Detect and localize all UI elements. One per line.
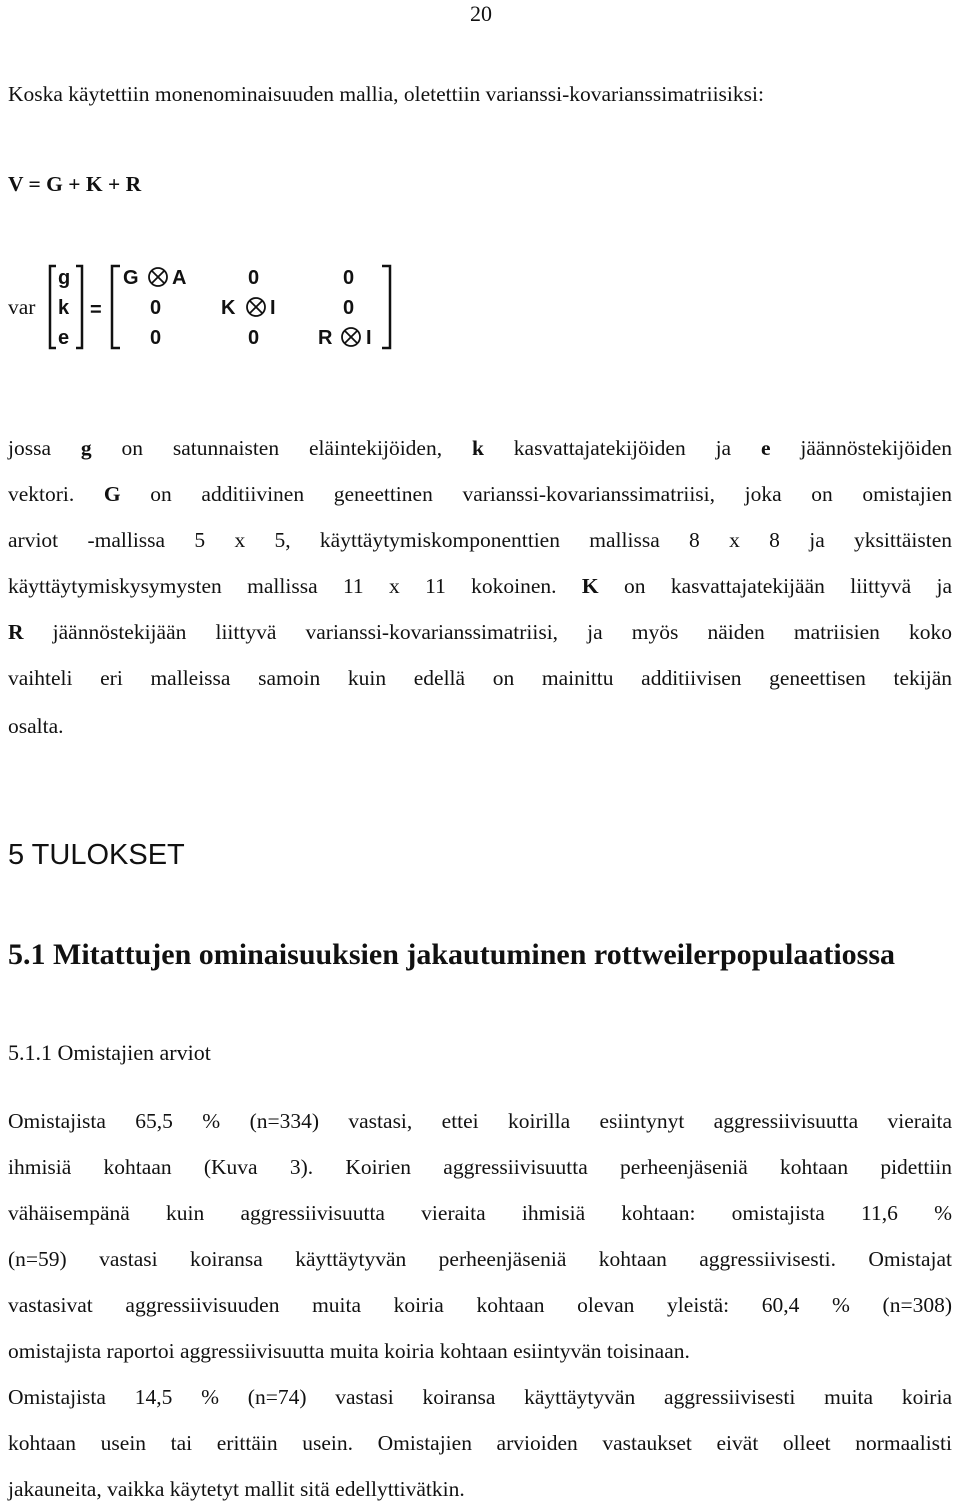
var-label: var	[8, 295, 36, 319]
para1-line3: arviot -mallissa 5 x 5, käyttäytymiskomponenttien mallissa 8 x 8 ja yksittäisten	[8, 528, 952, 552]
kronecker-icon-3	[342, 328, 360, 346]
cell-0: 0	[150, 297, 162, 319]
vector-g: g	[58, 267, 71, 289]
para2-line: kohtaan usein tai erittäin usein. Omistajien arvioiden vastaukset eivät olleet normaalisti	[8, 1431, 952, 1455]
para2-line: Omistajista 14,5 % (n=74) vastasi koiransa käyttäytyvän aggressiivisesti muita koiria	[8, 1385, 952, 1409]
intro-text: Koska käytettiin monenominaisuuden mallia, oletettiin varianssi-kovarianssimatriisiksi:	[8, 82, 764, 106]
section-heading: 5.1 Mitattujen ominaisuuksien jakautuminen rottweilerpopulaatiossa	[8, 938, 896, 971]
variance-equation: V = G + K + R	[8, 172, 142, 196]
para1-line6: vaihteli eri malleissa samoin kuin edellä on mainittu additiivisen geneettisen tekijän	[8, 666, 952, 690]
page-number: 20	[470, 1, 492, 26]
cell-A: A	[172, 267, 187, 289]
cell-0: 0	[248, 267, 260, 289]
vector-e: e	[58, 327, 70, 349]
subsection-heading: 5.1.1 Omistajien arviot	[8, 1040, 211, 1065]
variance-matrix	[8, 262, 408, 352]
chapter-heading: 5 TULOKSET	[8, 839, 185, 871]
para2-line: Omistajista 65,5 % (n=334) vastasi, ettei koirilla esiintynyt aggressiivisuutta vieraita	[8, 1109, 952, 1133]
para1-line2: vektori. G on additiivinen geneettinen varianssi-kovarianssimatriisi, joka on omistajien	[8, 482, 952, 506]
para2-line: jakauneita, vaikka käytetyt mallit sitä edellyttivätkin.	[8, 1477, 465, 1501]
cell-I: I	[270, 297, 276, 319]
cell-I: I	[366, 327, 372, 349]
vector-k: k	[58, 297, 70, 319]
para2-line: (n=59) vastasi koiransa käyttäytyvän perheenjäseniä kohtaan aggressiivisesti. Omistajat	[8, 1247, 952, 1271]
kronecker-icon-1	[149, 268, 167, 286]
matrix-equals: =	[90, 299, 102, 321]
para2-line: ihmisiä kohtaan (Kuva 3). Koirien aggressiivisuutta perheenjäseniä kohtaan pidettiin	[8, 1155, 952, 1179]
para1-line7: osalta.	[8, 714, 64, 738]
para2-line: omistajista raportoi aggressiivisuutta muita koiria kohtaan esiintyvän toisinaan.	[8, 1339, 690, 1363]
cell-R: R	[318, 327, 333, 349]
para1-line5: R jäännöstekijään liittyvä varianssi-kovarianssimatriisi, ja myös näiden matriisien koko	[8, 620, 952, 644]
para2-line: vastasivat aggressiivisuuden muita koiria kohtaan olevan yleistä: 60,4 % (n=308)	[8, 1293, 952, 1317]
cell-0: 0	[343, 267, 355, 289]
cell-0: 0	[343, 297, 355, 319]
para1-line1: jossa g on satunnaisten eläintekijöiden, k kasvattajatekijöiden ja e jäännöstekijöiden	[8, 436, 953, 460]
para1-line4: käyttäytymiskysymysten mallissa 11 x 11 kokoinen. K on kasvattajatekijään liittyvä ja	[8, 574, 952, 598]
para2-line: vähäisempänä kuin aggressiivisuutta vieraita ihmisiä kohtaan: omistajista 11,6 %	[8, 1201, 952, 1225]
cell-G: G	[123, 267, 139, 289]
kronecker-icon-2	[247, 298, 265, 316]
cell-0: 0	[150, 327, 162, 349]
cell-0: 0	[248, 327, 260, 349]
cell-K: K	[221, 297, 236, 319]
